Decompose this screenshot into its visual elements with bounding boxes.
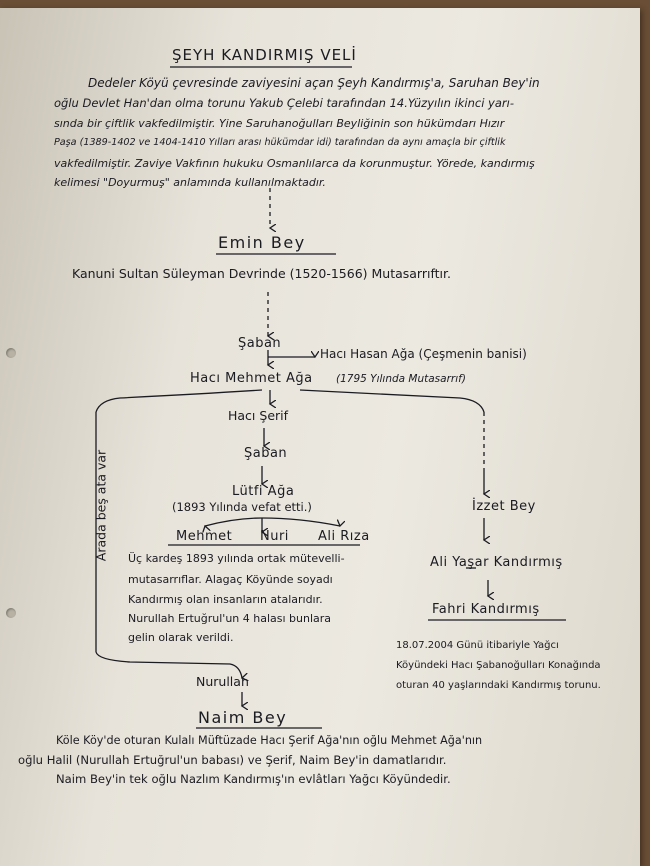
haci-hasan-aga: Hacı Hasan Ağa (Çeşmenin banisi) (320, 347, 527, 361)
intro-line: vakfedilmiştir. Zaviye Vakfının hukuku Osmanlılarca da korunmuştur. Yörede, kandırmış (54, 157, 535, 170)
naim-bey: Naim Bey (198, 708, 288, 727)
nurullah: Nurullah (196, 674, 249, 689)
intro-line: Paşa (1389-1402 ve 1404-1410 Yılları arası hükümdar idi) tarafından da aynı amaçla bir çiftlik (54, 137, 506, 148)
brothers-note-line: Üç kardeş 1893 yılında ortak mütevelli- (128, 552, 345, 565)
intro-line: oğlu Devlet Han'dan olma torunu Yakub Çelebi tarafından 14.Yüzyılın ikinci yarı- (54, 96, 514, 110)
brothers-note-line: mutasarrıflar. Alagaç Köyünde soyadı (128, 573, 333, 586)
emin-bey-name: Emin Bey (218, 233, 306, 252)
intro-line: kelimesi "Doyurmuş" anlamında kullanılmaktadır. (54, 176, 326, 189)
arrow-lutfi-mehmet (205, 518, 262, 526)
closing-line: Köle Köy'de oturan Kulalı Müftüzade Hacı Şerif Ağa'nın oğlu Mehmet Ağa'nın (56, 734, 483, 747)
izzet-bey: İzzet Bey (472, 499, 536, 514)
intro-line: sında bir çiftlik vakfedilmiştir. Yine Saruhanoğulları Beyliğinin son hükümdarı Hızır (54, 117, 505, 130)
fahri-note-line: oturan 40 yaşlarındaki Kandırmış torunu. (396, 680, 601, 691)
saban-first: Şaban (238, 336, 282, 351)
saban-second: Şaban (244, 446, 288, 461)
intro-line: Dedeler Köyü çevresinde zaviyesini açan Şeyh Kandırmış'a, Saruhan Bey'in (88, 76, 540, 90)
brothers-note-line: gelin olarak verildi. (128, 631, 234, 644)
brothers-note-line: Kandırmış olan insanların atalarıdır. (128, 593, 323, 606)
haci-serif: Hacı Şerif (228, 408, 289, 423)
closing-line: oğlu Halil (Nurullah Ertuğrul'un babası) ve Şerif, Naim Bey'in damatlarıdır. (18, 753, 447, 767)
haci-mehmet-note: (1795 Yılında Mutasarrıf) (336, 373, 466, 385)
bracket-right (300, 390, 484, 412)
brothers-note-line: Nurullah Ertuğrul'un 4 halası bunlara (128, 612, 332, 625)
brother-mehmet: Mehmet (176, 529, 233, 544)
lutfi-note: (1893 Yılında vefat etti.) (172, 500, 312, 514)
fahri-note-line: Köyündeki Hacı Şabanoğulları Konağında (396, 660, 601, 671)
haci-mehmet-aga: Hacı Mehmet Ağa (190, 371, 313, 386)
fahri-kandirmis: Fahri Kandırmış (432, 602, 540, 617)
fahri-note-line: 18.07.2004 Günü itibariyle Yağcı (396, 640, 559, 651)
brother-ali-riza: Ali Rıza (318, 529, 370, 544)
brother-nuri: Nuri (260, 529, 289, 544)
page-title: ŞEYH KANDIRMIŞ VELİ (172, 46, 357, 64)
ali-yasar-kandirmis: Ali Yaşar Kandırmış (430, 555, 563, 570)
emin-bey-note: Kanuni Sultan Süleyman Devrinde (1520-1566) Mutasarrıftır. (72, 266, 451, 281)
arrow-lutfi-ali (262, 518, 340, 526)
lutfi-aga: Lütfi Ağa (232, 484, 295, 499)
side-label-ancestors: Arada beş ata var (93, 449, 109, 562)
closing-line: Naim Bey'in tek oğlu Nazlım Kandırmış'ın evlâtları Yağcı Köyündedir. (56, 772, 451, 786)
